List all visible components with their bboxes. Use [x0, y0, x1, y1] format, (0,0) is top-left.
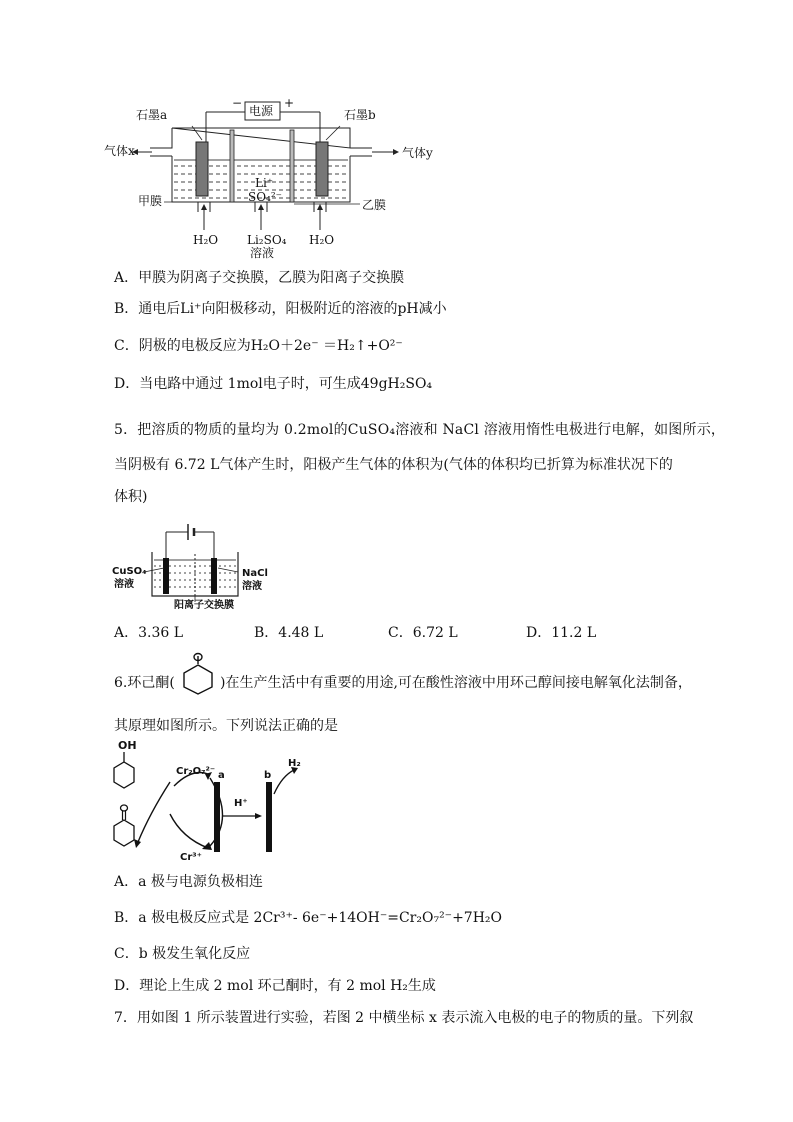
q5-stem-line-1: 5．把溶质的物质的量均为 0.2mol的CuSO₄溶液和 NaCl 溶液用惰性电极进行电解，如图所示，	[114, 422, 726, 438]
figure-cuso4-nacl-cell	[110, 518, 280, 614]
q6-option-d: D．理论上生成 2 mol 环己酮时，有 2 mol H₂生成	[114, 978, 436, 994]
h-plus-label: H⁺	[234, 798, 248, 809]
h2-label: H₂	[288, 758, 301, 769]
cation-membrane-label: 阳离子交换膜	[174, 600, 234, 611]
q4-option-b: B．通电后Li⁺向阳极移动，阳极附近的溶液的pH减小	[114, 301, 447, 317]
cuso4-solution-label: 溶液	[114, 579, 134, 590]
electrode-a-label: a	[218, 770, 225, 781]
solution-label: 溶液	[250, 246, 275, 260]
minus-sign: −	[232, 96, 243, 110]
cr3-label: Cr³⁺	[180, 852, 202, 863]
q6-stem-post: )在生产生活中有重要的用途,可在酸性溶液中用环己醇间接电解氧化法制备，	[220, 675, 692, 691]
so4-ion-label: SO₄²⁻	[248, 190, 283, 204]
li-ion-label: Li⁺	[255, 176, 274, 190]
q5-option-b: B．4.48 L	[254, 625, 324, 641]
cyclohexanone-structure-icon	[176, 652, 220, 696]
q6-stem-pre: 6.环己酮(	[114, 675, 175, 691]
li2so4-label: Li₂SO₄	[247, 233, 287, 247]
graphite-a-label: 石墨a	[136, 108, 168, 122]
gas-y-label: 气体y	[402, 146, 433, 160]
oh-label: OH	[118, 739, 137, 752]
nacl-label: NaCl	[242, 568, 268, 579]
q5-option-a: A．3.36 L	[114, 625, 184, 641]
q6-option-b: B．a 极电极反应式是 2Cr³⁺- 6e⁻+14OH⁻=Cr₂O₇²⁻+7H₂O	[114, 910, 503, 926]
gas-x-label: 气体x	[104, 144, 135, 158]
plus-sign: +	[284, 96, 295, 110]
power-label: 电源	[249, 104, 274, 118]
q6-stem-line-2: 其原理如图所示。下列说法正确的是	[114, 718, 338, 734]
q6-option-a: A．a 极与电源负极相连	[114, 874, 263, 890]
cuso4-label: CuSO₄	[112, 566, 147, 577]
electrode-b-label: b	[264, 770, 272, 781]
h2o-left-label: H₂O	[193, 233, 219, 247]
q4-option-d: D．当电路中通过 1mol电子时，可生成49gH₂SO₄	[114, 376, 433, 392]
q5-option-c: C．6.72 L	[388, 625, 458, 641]
membrane-b-label: 乙膜	[362, 198, 387, 212]
figure-indirect-electrolysis	[110, 738, 320, 868]
q5-stem-line-3: 体积)	[114, 489, 148, 505]
cr2o7-label: Cr₂O₇²⁻	[176, 766, 216, 777]
q5-option-d: D．11.2 L	[526, 625, 597, 641]
q7-stem-line-1: 7．用如图 1 所示装置进行实验，若图 2 中横坐标 x 表示流入电极的电子的物质的量。下列叙	[114, 1010, 694, 1026]
q4-option-a: A．甲膜为阴离子交换膜，乙膜为阳离子交换膜	[114, 270, 405, 286]
figure-electrolysis-cell	[104, 92, 440, 262]
graphite-b-label: 石墨b	[344, 108, 376, 122]
q4-option-c: C．阴极的电极反应为H₂O＋2e⁻ ＝H₂↑+O²⁻	[114, 338, 403, 354]
h2o-right-label: H₂O	[309, 233, 335, 247]
q5-stem-line-2: 当阴极有 6.72 L气体产生时，阳极产生气体的体积为(气体的体积均已折算为标准状况下的	[114, 457, 673, 473]
nacl-solution-label: 溶液	[242, 581, 262, 592]
q6-option-c: C．b 极发生氧化反应	[114, 946, 251, 962]
membrane-a-label: 甲膜	[138, 194, 163, 208]
